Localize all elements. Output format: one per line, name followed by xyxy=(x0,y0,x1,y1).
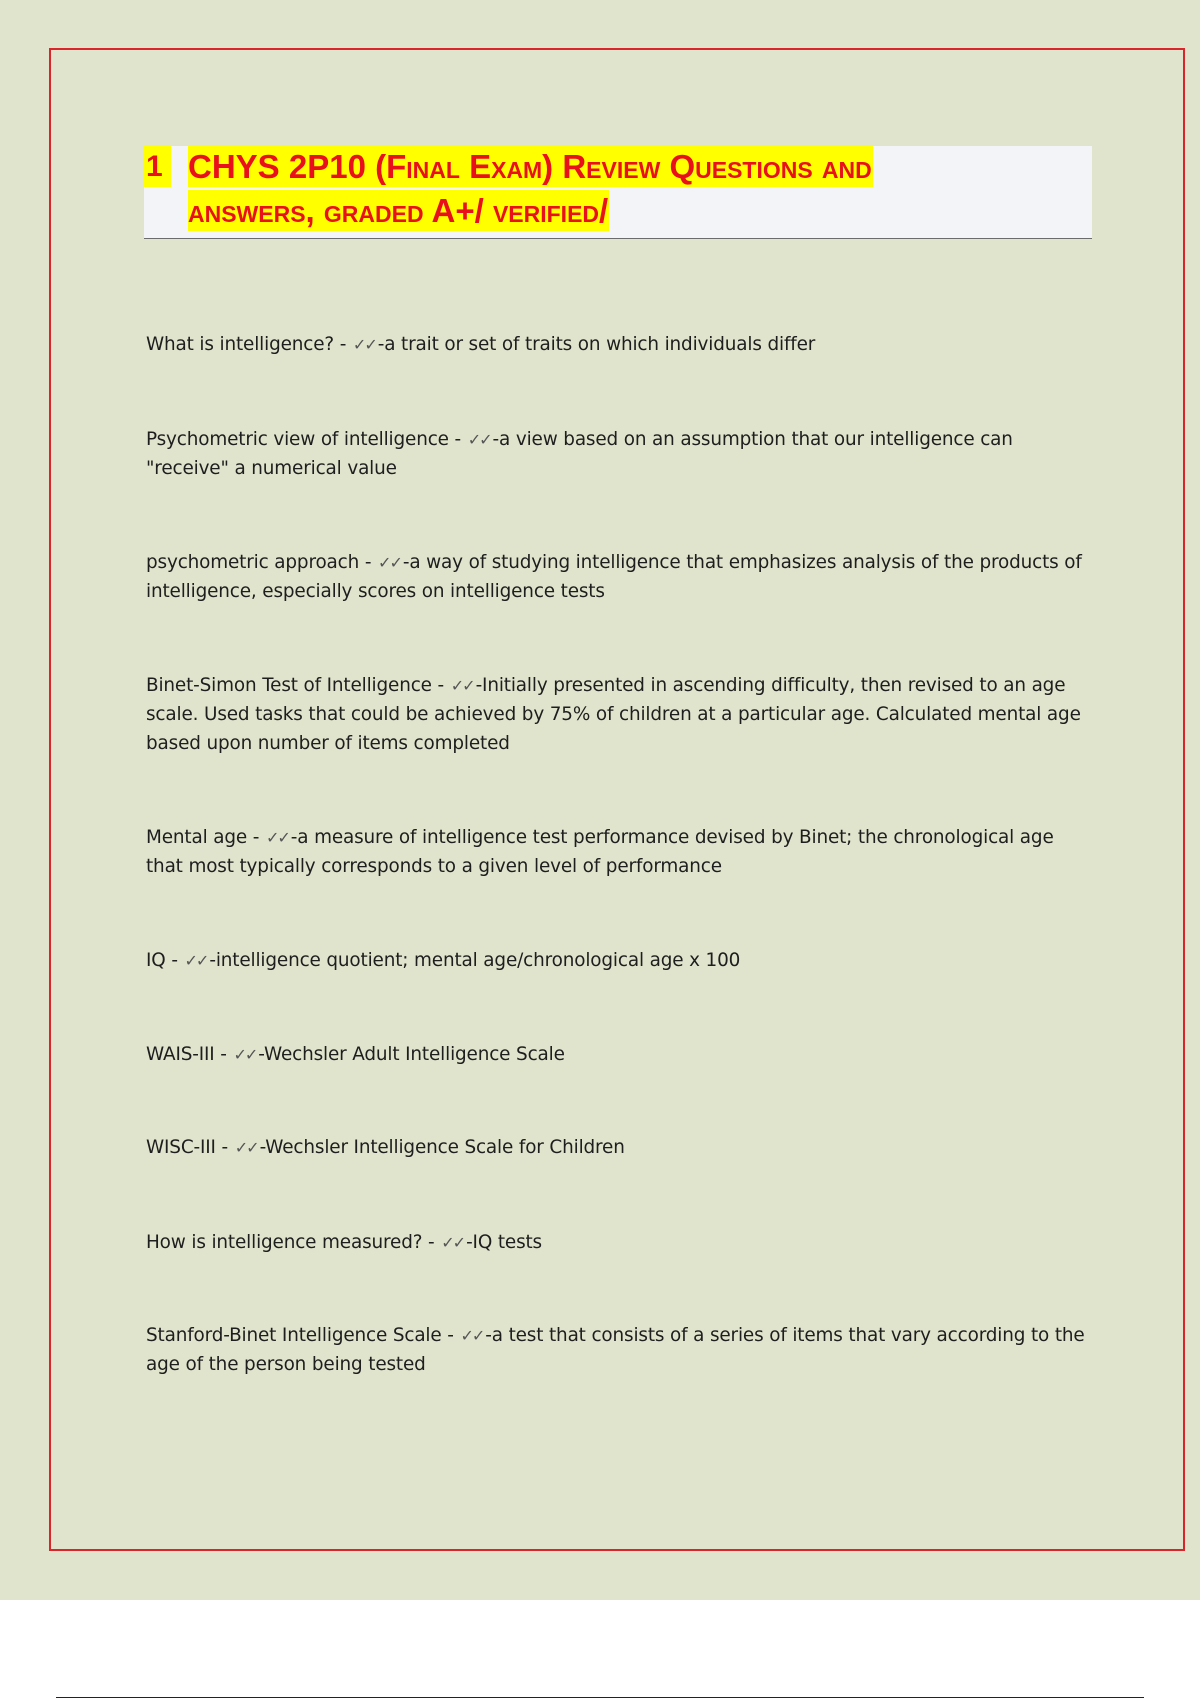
qa-term: Binet-Simon Test of Intelligence xyxy=(146,675,432,696)
qa-term: Stanford-Binet Intelligence Scale xyxy=(146,1325,442,1346)
qa-separator: - xyxy=(220,1044,227,1065)
qa-item xyxy=(146,425,1096,483)
double-check-icon: ✓✓ xyxy=(460,1326,484,1345)
qa-definition: -Wechsler Adult Intelligence Scale xyxy=(258,1044,565,1065)
qa-item xyxy=(146,823,1096,881)
qa-definition: -a view based on an assumption that our intelligence can "receive" a numerical value xyxy=(146,429,1013,479)
qa-item xyxy=(146,548,1096,606)
double-check-icon: ✓✓ xyxy=(233,1045,257,1064)
qa-item xyxy=(146,1040,1096,1069)
qa-separator: - xyxy=(428,1232,435,1253)
qa-separator: - xyxy=(454,429,462,450)
qa-separator: - xyxy=(437,675,445,696)
qa-term: How is intelligence measured? xyxy=(146,1232,423,1253)
qa-item xyxy=(146,1228,1096,1257)
title-line-1: CHYS 2P10 (Final Exam) Review Questions and xyxy=(188,148,872,185)
qa-item xyxy=(146,946,1096,975)
qa-term: IQ xyxy=(146,950,166,971)
double-check-icon: ✓✓ xyxy=(234,1138,258,1157)
qa-separator: - xyxy=(221,1137,229,1158)
qa-term: Psychometric view of intelligence xyxy=(146,429,449,450)
qa-item xyxy=(146,330,1096,359)
double-check-icon: ✓✓ xyxy=(184,951,208,970)
qa-term: psychometric approach xyxy=(146,552,360,573)
double-check-icon: ✓✓ xyxy=(467,430,491,449)
qa-item xyxy=(146,671,1096,758)
qa-term: What is intelligence? xyxy=(146,334,335,355)
qa-definition: -intelligence quotient; mental age/chronological age x 100 xyxy=(209,950,741,971)
qa-item xyxy=(146,1133,1096,1162)
qa-definition: -Initially presented in ascending difficulty, then revised to an age scale. Used tasks that could be achieved by 75% of children at a particular age. Calculated mental age based upon number of items completed xyxy=(146,675,1081,754)
title-line-2: answers, graded A+/ verified/ xyxy=(188,192,609,229)
qa-definition: -a measure of intelligence test performance devised by Binet; the chronological age that most typically corresponds to a given level of performance xyxy=(146,827,1054,877)
qa-definition: -IQ tests xyxy=(466,1232,542,1253)
double-check-icon: ✓✓ xyxy=(441,1233,465,1252)
qa-term: Mental age xyxy=(146,827,248,848)
double-check-icon: ✓✓ xyxy=(450,676,474,695)
qa-separator: - xyxy=(447,1325,454,1346)
document-title xyxy=(144,146,1092,239)
double-check-icon: ✓✓ xyxy=(378,553,401,572)
qa-definition: -a way of studying intelligence that emphasizes analysis of the products of intelligence, especially scores on intelligence tests xyxy=(146,552,1082,602)
qa-term: WISC-III xyxy=(146,1137,216,1158)
qa-term: WAIS-III xyxy=(146,1044,215,1065)
qa-separator: - xyxy=(252,827,260,848)
qa-separator: - xyxy=(364,552,372,573)
double-check-icon: ✓✓ xyxy=(265,828,289,847)
heading-number: 1 xyxy=(144,146,171,187)
qa-definition: -Wechsler Intelligence Scale for Children xyxy=(259,1137,625,1158)
double-check-icon: ✓✓ xyxy=(352,335,376,354)
footer-rule xyxy=(56,1697,1144,1698)
qa-definition: -a trait or set of traits on which individuals differ xyxy=(377,334,816,355)
qa-separator: - xyxy=(171,950,178,971)
qa-separator: - xyxy=(339,334,347,355)
qa-item xyxy=(146,1321,1096,1379)
qa-definition: -a test that consists of a series of items that vary according to the age of the person being tested xyxy=(146,1325,1085,1375)
